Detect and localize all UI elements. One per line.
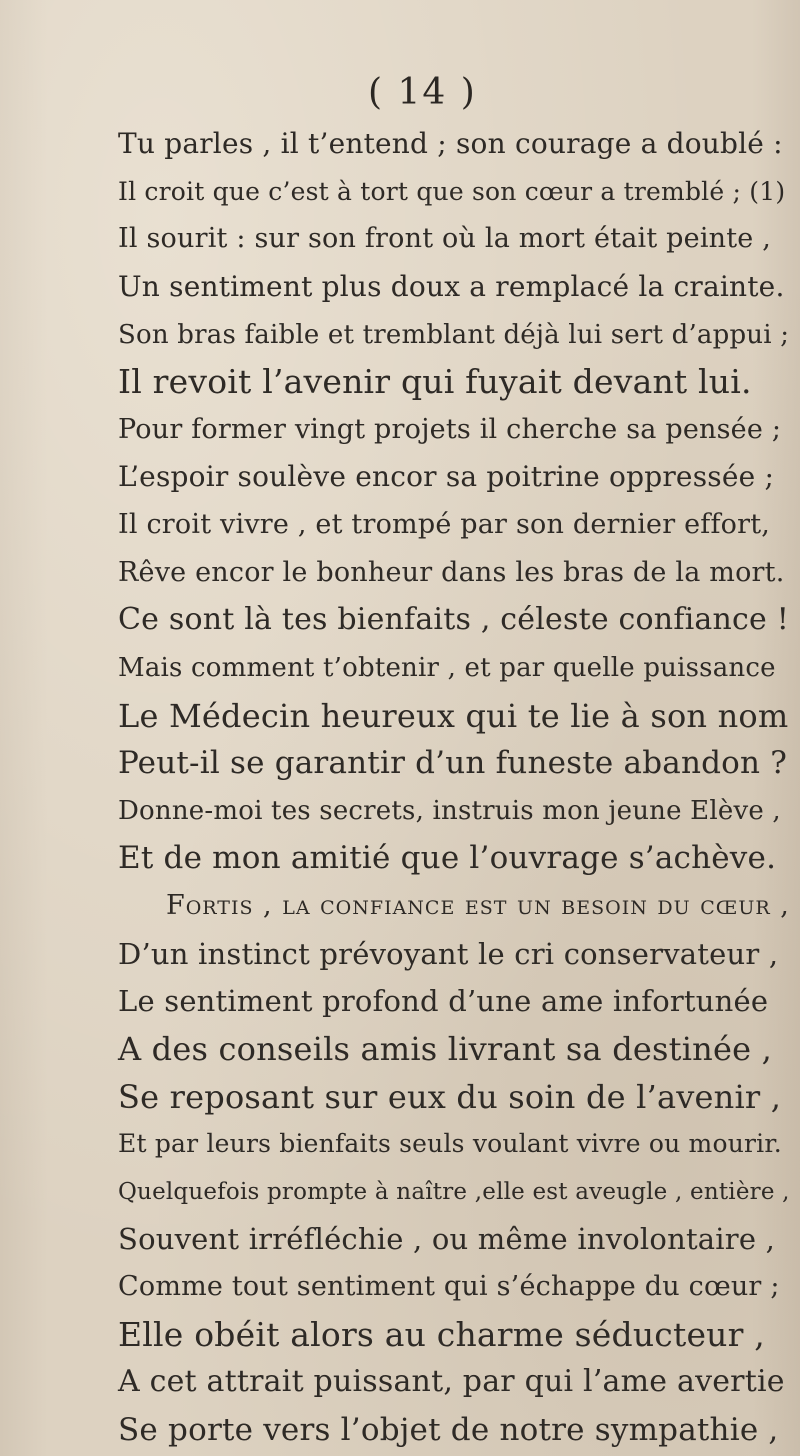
- poem-line: Et de mon amitié que l’ouvrage s’achève.: [118, 840, 777, 876]
- poem-line: Et par leurs bienfaits seuls voulant vivre ou mourir.: [118, 1129, 782, 1158]
- poem-line: Mais comment t’obtenir , et par quelle puissance: [118, 653, 776, 683]
- poem-line: Tu parles , il t’entend ; son courage a doublé :: [118, 127, 783, 160]
- poem-line: Ce sont là tes bienfaits , céleste confiance !: [118, 602, 789, 637]
- poem-line: Le Médecin heureux qui te lie à son nom: [118, 697, 789, 735]
- poem-line: Souvent irréfléchie , ou même involontaire ,: [118, 1222, 776, 1256]
- poem-line: D’un instinct prévoyant le cri conservateur ,: [118, 937, 779, 971]
- poem-line: Il revoit l’avenir qui fuyait devant lui.: [118, 362, 752, 401]
- poem-line: Rêve encor le bonheur dans les bras de la mort.: [118, 557, 785, 588]
- page-number: ( 14 ): [368, 72, 477, 113]
- poem-line: Il croit que c’est à tort que son cœur a tremblé ; (1): [118, 177, 786, 206]
- poem-line: Pour former vingt projets il cherche sa pensée ;: [118, 414, 782, 445]
- poem-line: Donne-moi tes secrets, instruis mon jeune Elève ,: [118, 796, 781, 826]
- poem-line: Son bras faible et tremblant déjà lui sert d’appui ;: [118, 320, 790, 350]
- poem-line: Quelquefois prompte à naître ,elle est aveugle , entière ,: [118, 1179, 790, 1205]
- poem-line: A des conseils amis livrant sa destinée ,: [118, 1030, 772, 1068]
- poem-line: A cet attrait puissant, par qui l’ame avertie: [118, 1364, 785, 1399]
- poem-line: Un sentiment plus doux a remplacé la crainte.: [118, 270, 785, 303]
- poem-line: Comme tout sentiment qui s’échappe du cœur ;: [118, 1271, 780, 1302]
- poem-line: Fortis , la confiance est un besoin du cœur ,: [166, 890, 790, 921]
- poem-line: Peut-il se garantir d’un funeste abandon ?: [118, 745, 788, 781]
- poem-line: L’espoir soulève encor sa poitrine oppressée ;: [118, 460, 775, 493]
- poem-line: Il croit vivre , et trompé par son dernier effort,: [118, 509, 771, 540]
- poem-line: Se reposant sur eux du soin de l’avenir ,: [118, 1078, 782, 1116]
- poem-line: Le sentiment profond d’une ame infortunée: [118, 984, 769, 1018]
- poem-line: Il sourit : sur son front où la mort était peinte ,: [118, 223, 772, 254]
- poem-line: Elle obéit alors au charme séducteur ,: [118, 1315, 765, 1354]
- poem-line: Se porte vers l’objet de notre sympathie ,: [118, 1412, 779, 1448]
